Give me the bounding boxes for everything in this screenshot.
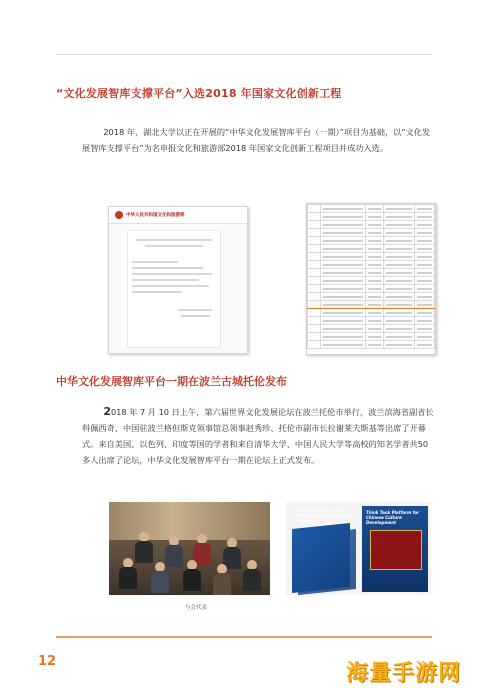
bottom-divider bbox=[56, 636, 432, 638]
dropcap: 2 bbox=[103, 405, 111, 418]
section2-paragraph bbox=[82, 404, 436, 468]
report-cover bbox=[362, 506, 428, 592]
document-header bbox=[109, 207, 247, 224]
section2-paragraph-text: 018 年 7 月 10 日上午，第六届世界文化发展论坛在波兰托伦市举行，波兰滨海省副省长科佩西奇、中国驻波兰格但斯克领事馆总领事赵秀珍、托伦市副市长拉谢莱夫斯基等出席了开幕式。来自美国、以色列、印度等国的学者和来自清华大学、中国人民大学等高校的知名学者共50 多人出席了论坛，中华文化发展智库平台一期在论坛上正式发布。 bbox=[82, 407, 434, 465]
page-number: 12 bbox=[38, 654, 57, 669]
site-watermark: 海量手游网 bbox=[346, 661, 462, 686]
document-page bbox=[127, 230, 221, 348]
highlighted-table-row bbox=[308, 301, 435, 309]
national-emblem-icon bbox=[115, 211, 123, 219]
document-header-text: 中华人民共和国文化和旅游部 bbox=[126, 213, 185, 218]
report-books-photo bbox=[286, 502, 431, 595]
section1-paragraph: 2018 年，湖北大学以正在开展的“中华文化发展智库平台（一期）”项目为基础，以“文化发展智库支撑平台”为名申报文化和旅游部2018 年国家文化创新工程项目并成功入选。 bbox=[82, 127, 431, 153]
project-table bbox=[307, 204, 435, 349]
top-divider bbox=[56, 54, 432, 55]
project-list-table-image bbox=[306, 203, 436, 355]
section1-heading: “文化发展智库支撑平台”入选2018 年国家文化创新工程 bbox=[56, 87, 342, 100]
ministry-document-image bbox=[108, 206, 248, 354]
conference-photo bbox=[109, 502, 270, 595]
book-title-2: Think Tank Platform for Chinese Culture Development bbox=[366, 510, 420, 525]
book-title-1: Annual Report on the Development of Chinese Culture bbox=[296, 508, 352, 523]
photo-caption: 与会代表 bbox=[184, 605, 207, 611]
section2-heading: 中华文化发展智库平台一期在波兰古城托伦发布 bbox=[56, 375, 287, 388]
